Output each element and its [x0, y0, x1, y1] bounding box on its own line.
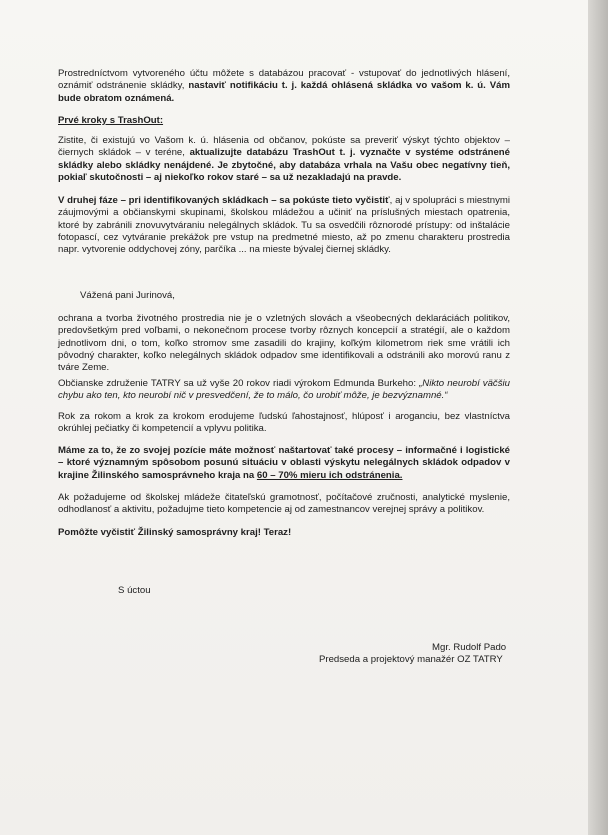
paragraph-account: Prostredníctvom vytvoreného účtu môžete s databázou pracovať - vstupovať do jednotlivých hlásení, oznámiť odstránenie skládky, nastaviť notifikáciu t. j. každá ohlásená skládka vo vašom k. ú. Vám bude obratom oznámená. — [58, 68, 511, 104]
section-heading: Prvé kroky s TrashOut: — [58, 115, 164, 126]
paragraph-indifference: Rok za rokom a krok za krokom erodujeme ľudskú ľahostajnosť, hlúposť i aroganciu, bez vlastníctva okrúhlej pečiatky či kompetencií a vplyvu politika. — [58, 411, 510, 435]
paragraph-burke-quote: Občianske združenie TATRY sa už vyše 20 rokov riadi výrokom Edmunda Burkeho: „Nikto neurobí väčšiu chybu ako ten, kto neurobí nič v presvedčení, že to málo, čo urobiť môže, je bezvýznamné.“ — [58, 378, 510, 402]
page-edge-shadow — [588, 0, 608, 835]
paragraph-opportunity: Máme za to, že zo svojej pozície máte možnosť naštartovať také procesy – informačné i logistické – ktoré významným spôsobom posunú situáciu v oblasti výskytu nelegálnych skládok odpadov v krajine Žilinského samosprávneho kraja na 60 – 70% mieru ich odstránenia. — [58, 445, 510, 481]
paragraph-first-steps: Zistite, či existujú vo Vašom k. ú. hlásenia od občanov, pokúste sa preveriť výskyt týchto objektov – čiernych skládok – v teréne, aktualizujte databázu TrashOut t. j. vyznačte v systéme odstránené skládky alebo skládky nenájdené. Je zbytočné, aby databáza vrhala na Vašu obec negatívny tieň, pokiaľ skutočnosti – aj niekoľko rokov staré – sa už nezakladajú na pravde. — [58, 135, 510, 183]
paragraph-second-phase: V druhej fáze – pri identifikovaných skládkach – sa pokúste tieto vyčistiť, aj v spolupráci s miestnymi záujmovými a občianskymi skupinami, školskou mládežou a učiniť na príslušných miestach opatrenia, ktoré by zabránili znovuvytváraniu nelegálnych skládok. Tu sa osvedčili rôznorodé prístupy: od inštalácie fotopascí, cez vytváranie prekážok pre vstup na predmetné miesto, až po zmenu charakteru prostredia napr. vytvorenie oddychovej zóny, parčíka ... na mieste bývalej čiernej skládky. — [58, 195, 510, 256]
signature-name: Mgr. Rudolf Pado — [432, 642, 507, 653]
paragraph-competences: Ak požadujeme od školskej mládeže čitateľskú gramotnosť, počítačové zručnosti, analytické myslenie, odhodlanosť a aktivitu, požadujme tieto kompetencie aj od zamestnancov verejnej správy a politikov. — [58, 492, 510, 516]
paragraph-environment: ochrana a tvorba životného prostredia nie je o vzletných slovách a všeobecných deklaráciách politikov, predovšetkým pred voľbami, o nekonečnom procese tvorby rôznych koncepcií a stratégií, ale o každom jednotlivom dni, o tom, koľko stromov sme zasadili do krajiny, koľkým kilometrom riek sme vrátili ich pôvodný charakter, koľko nelegálnych skládok odpadov sme identifikovali a odstránili ako morovú ranu z tváre Zeme. — [58, 313, 510, 374]
closing: S úctou — [118, 585, 151, 596]
signature-title: Predseda a projektový manažér OZ TATRY — [319, 654, 503, 665]
call-to-action: Pomôžte vyčistiť Žilinský samosprávny kraj! Teraz! — [58, 527, 292, 538]
salutation: Vážená pani Jurinová, — [80, 290, 175, 301]
